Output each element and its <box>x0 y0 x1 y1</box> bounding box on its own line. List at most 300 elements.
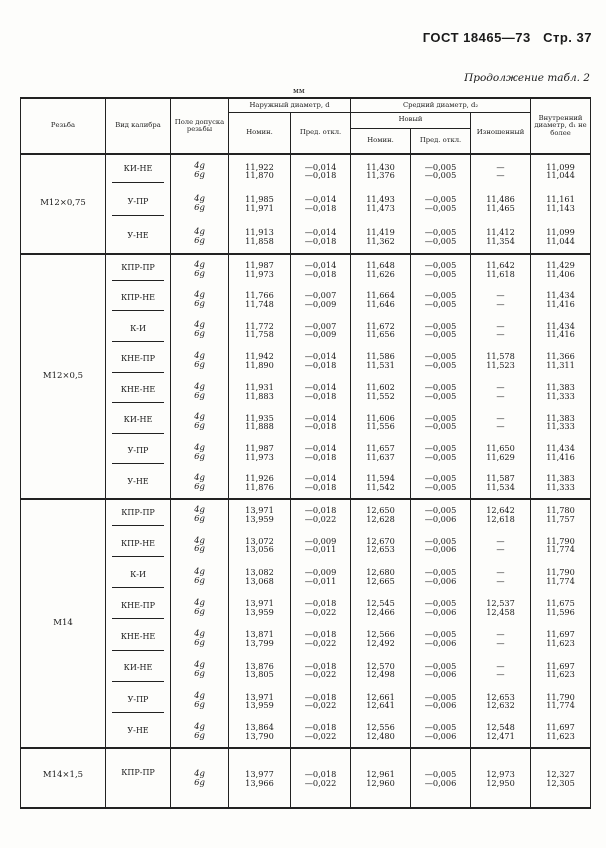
cell-value: 11,586 <box>366 351 395 362</box>
cell-value: 11,333 <box>546 421 575 432</box>
gauge-cell <box>106 315 171 346</box>
table-row <box>21 407 591 438</box>
table-row <box>21 592 591 623</box>
outer-deviation-cell <box>291 468 351 499</box>
cell-value: 4g <box>194 381 205 392</box>
cell-value: 13,971 <box>245 598 274 609</box>
worn-cell <box>471 254 531 285</box>
gauge-label: КПР-ПР <box>112 503 164 526</box>
cell-value: —0,006 <box>424 777 457 788</box>
inner-diameter-cell <box>531 376 591 407</box>
cell-value: —0,018 <box>304 691 337 702</box>
pitch-deviation-cell <box>411 592 471 623</box>
inner-diameter-cell <box>531 530 591 561</box>
table-body <box>21 154 591 808</box>
pitch-nominal-cell <box>351 499 411 530</box>
cell-value: —0,018 <box>304 268 337 279</box>
cell-value: 6g <box>194 481 205 492</box>
gauge-cell <box>106 561 171 592</box>
cell-value: 11,637 <box>366 451 395 462</box>
cell-value: 11,926 <box>245 473 274 484</box>
cell-value: 11,650 <box>486 443 515 454</box>
pitch-deviation-cell <box>411 499 471 530</box>
pitch-deviation-cell <box>411 655 471 686</box>
tolerance-cell <box>171 530 229 561</box>
cell-value: 11,587 <box>486 473 515 484</box>
thread-cell: М12×0,5 <box>21 254 106 499</box>
gauge-label: К-И <box>112 319 164 342</box>
tolerance-cell <box>171 315 229 346</box>
cell-value: —0,005 <box>424 598 457 609</box>
inner-diameter-cell <box>531 254 591 285</box>
pitch-deviation-cell <box>411 376 471 407</box>
cell-value: 11,774 <box>546 544 575 555</box>
gauge-label: У-НЕ <box>127 230 149 240</box>
table-row <box>21 187 591 220</box>
outer-nominal-cell <box>229 254 291 285</box>
cell-value: —0,014 <box>304 473 337 484</box>
cell-value: 4g <box>194 442 205 453</box>
gauge-label: У-ПР <box>112 192 164 215</box>
header-new: Новый <box>351 112 471 128</box>
gauge-cell <box>106 221 171 254</box>
gauge-cell <box>106 154 171 187</box>
cell-value: 11,383 <box>546 412 575 423</box>
gauge-cell <box>106 284 171 315</box>
cell-value: —0,009 <box>304 567 337 577</box>
cell-value: — <box>496 567 505 577</box>
cell-value: 11,748 <box>245 298 274 309</box>
cell-value: 6g <box>194 235 205 246</box>
gauge-label: КИ-НЕ <box>112 658 164 681</box>
cell-value: 11,416 <box>546 298 575 309</box>
cell-value: 6g <box>194 513 205 524</box>
table-row <box>21 623 591 654</box>
cell-value: 11,596 <box>546 606 575 617</box>
table-row <box>21 254 591 285</box>
tolerance-cell <box>171 623 229 654</box>
pitch-deviation-cell <box>411 346 471 377</box>
table-row <box>21 561 591 592</box>
cell-value: 11,161 <box>546 194 575 205</box>
cell-value: 11,602 <box>366 381 395 392</box>
tolerance-cell <box>171 346 229 377</box>
worn-cell <box>471 315 531 346</box>
cell-value: 11,534 <box>486 481 515 492</box>
outer-nominal-cell <box>229 315 291 346</box>
cell-value: — <box>496 170 505 181</box>
thread-cell: М14×1,5 <box>21 748 106 808</box>
cell-value: 13,056 <box>245 544 274 555</box>
cell-value: — <box>496 320 505 331</box>
outer-deviation-cell <box>291 623 351 654</box>
cell-value: 11,333 <box>546 390 575 401</box>
cell-value: 6g <box>194 637 205 648</box>
cell-value: —0,014 <box>304 381 337 392</box>
cell-value: — <box>496 575 505 586</box>
cell-value: 11,044 <box>546 235 575 246</box>
cell-value: —0,005 <box>424 691 457 702</box>
cell-value: — <box>496 535 505 546</box>
pitch-nominal-cell <box>351 717 411 748</box>
cell-value: —0,018 <box>304 451 337 462</box>
pitch-deviation-cell <box>411 154 471 187</box>
cell-value: —0,014 <box>304 412 337 423</box>
tolerance-cell <box>171 717 229 748</box>
cell-value: —0,014 <box>304 227 337 238</box>
worn-cell <box>471 154 531 187</box>
cell-value: 11,774 <box>546 575 575 586</box>
cell-value: 11,870 <box>245 170 274 181</box>
gauge-cell <box>106 376 171 407</box>
cell-value: 11,383 <box>546 473 575 484</box>
cell-value: —0,014 <box>304 351 337 362</box>
cell-value: 11,493 <box>366 194 395 205</box>
cell-value: —0,005 <box>424 769 457 780</box>
pitch-nominal-cell <box>351 407 411 438</box>
cell-value: —0,018 <box>304 390 337 401</box>
cell-value: 12,661 <box>366 691 395 702</box>
cell-value: 11,362 <box>366 235 395 246</box>
pitch-nominal-cell <box>351 346 411 377</box>
gauge-label: КИ-НЕ <box>112 159 164 182</box>
outer-nominal-cell <box>229 376 291 407</box>
gauge-cell <box>106 468 171 499</box>
cell-value: —0,005 <box>424 227 457 238</box>
cell-value: 11,434 <box>546 290 575 301</box>
cell-value: 6g <box>194 268 205 279</box>
cell-value: —0,005 <box>424 421 457 432</box>
cell-value: 12,466 <box>366 606 395 617</box>
gauge-label: У-ПР <box>112 690 164 713</box>
cell-value: 13,959 <box>245 513 274 524</box>
outer-nominal-cell <box>229 592 291 623</box>
outer-deviation-cell <box>291 592 351 623</box>
table-row <box>21 468 591 499</box>
outer-nominal-cell <box>229 437 291 468</box>
cell-value: 12,545 <box>366 598 395 609</box>
tolerance-cell <box>171 187 229 220</box>
cell-value: 11,606 <box>366 412 395 423</box>
cell-value: 11,406 <box>546 268 575 279</box>
table-row <box>21 221 591 254</box>
cell-value: 4g <box>194 161 205 172</box>
gauge-label: КПР-НЕ <box>112 534 164 557</box>
cell-value: —0,006 <box>424 575 457 586</box>
pitch-nominal-cell <box>351 686 411 717</box>
cell-value: 12,471 <box>486 731 515 742</box>
cell-value: —0,006 <box>424 637 457 648</box>
pitch-nominal-cell <box>351 284 411 315</box>
cell-value: 4g <box>194 597 205 608</box>
cell-value: 6g <box>194 202 205 213</box>
cell-value: 11,623 <box>546 731 575 742</box>
cell-value: 11,311 <box>546 359 575 370</box>
pitch-deviation-cell <box>411 284 471 315</box>
cell-value: —0,018 <box>304 235 337 246</box>
cell-value: 6g <box>194 669 205 680</box>
pitch-nominal-cell <box>351 254 411 285</box>
cell-value: 11,626 <box>366 268 395 279</box>
cell-value: 12,642 <box>486 505 515 516</box>
table-continuation-note: Продолжение табл. 2 <box>464 72 590 84</box>
worn-cell <box>471 284 531 315</box>
inner-diameter-cell <box>531 346 591 377</box>
cell-value: —0,005 <box>424 390 457 401</box>
cell-value: 6g <box>194 170 205 181</box>
cell-value: 11,675 <box>546 598 575 609</box>
cell-value: 11,664 <box>366 290 395 301</box>
pitch-deviation-cell <box>411 254 471 285</box>
tolerance-cell <box>171 221 229 254</box>
inner-diameter-cell <box>531 315 591 346</box>
cell-value: —0,022 <box>304 637 337 648</box>
cell-value: 13,971 <box>245 505 274 516</box>
cell-value: —0,005 <box>424 290 457 301</box>
cell-value: —0,009 <box>304 329 337 340</box>
cell-value: —0,022 <box>304 777 337 788</box>
cell-value: 11,656 <box>366 329 395 340</box>
cell-value: 11,354 <box>486 235 515 246</box>
tolerance-cell <box>171 561 229 592</box>
cell-value: —0,005 <box>424 535 457 546</box>
cell-value: —0,005 <box>424 235 457 246</box>
table-row <box>21 437 591 468</box>
cell-value: —0,005 <box>424 443 457 454</box>
pitch-nominal-cell <box>351 154 411 187</box>
outer-nominal-cell <box>229 284 291 315</box>
cell-value: —0,005 <box>424 629 457 640</box>
cell-value: 13,959 <box>245 700 274 711</box>
cell-value: 11,542 <box>366 481 395 492</box>
cell-value: 13,072 <box>245 535 274 546</box>
thread-cell: М12×0,75 <box>21 154 106 254</box>
inner-diameter-cell <box>531 686 591 717</box>
tolerance-cell <box>171 748 229 808</box>
table-row <box>21 154 591 187</box>
cell-value: —0,005 <box>424 329 457 340</box>
worn-cell <box>471 407 531 438</box>
outer-nominal-cell <box>229 748 291 808</box>
inner-diameter-cell <box>531 221 591 254</box>
cell-value: —0,022 <box>304 513 337 524</box>
inner-diameter-cell <box>531 407 591 438</box>
pitch-nominal-cell <box>351 187 411 220</box>
cell-value: 6g <box>194 390 205 401</box>
cell-value: 11,942 <box>245 351 274 362</box>
cell-value: 12,492 <box>366 637 395 648</box>
pitch-nominal-cell <box>351 748 411 808</box>
cell-value: 4g <box>194 351 205 362</box>
cell-value: 13,871 <box>245 629 274 640</box>
cell-value: 13,799 <box>245 637 274 648</box>
cell-value: 11,888 <box>245 421 274 432</box>
tolerance-cell <box>171 655 229 686</box>
cell-value: 11,780 <box>546 505 575 516</box>
cell-value: 4g <box>194 320 205 331</box>
cell-value: —0,005 <box>424 268 457 279</box>
cell-value: 11,922 <box>245 161 274 172</box>
table-row <box>21 655 591 686</box>
gauge-cell <box>106 686 171 717</box>
outer-nominal-cell <box>229 655 291 686</box>
cell-value: 4g <box>194 535 205 546</box>
cell-value: 11,419 <box>366 227 395 238</box>
pitch-nominal-cell <box>351 530 411 561</box>
cell-value: —0,009 <box>304 535 337 546</box>
gauge-cell <box>106 655 171 686</box>
cell-value: 11,757 <box>546 513 575 524</box>
cell-value: —0,005 <box>424 451 457 462</box>
cell-value: 12,973 <box>486 769 515 780</box>
cell-value: 11,772 <box>245 320 274 331</box>
gauge-label: КНЕ-ПР <box>112 596 164 619</box>
cell-value: 11,629 <box>486 451 515 462</box>
cell-value: —0,005 <box>424 202 457 213</box>
cell-value: 11,987 <box>245 443 274 454</box>
cell-value: —0,006 <box>424 544 457 555</box>
worn-cell <box>471 346 531 377</box>
cell-value: 11,383 <box>546 381 575 392</box>
outer-nominal-cell <box>229 717 291 748</box>
cell-value: — <box>496 290 505 301</box>
cell-value: 6g <box>194 451 205 462</box>
cell-value: —0,007 <box>304 320 337 331</box>
cell-value: 11,429 <box>546 260 575 271</box>
outer-deviation-cell <box>291 346 351 377</box>
pitch-nominal-cell <box>351 376 411 407</box>
cell-value: —0,018 <box>304 629 337 640</box>
cell-value: —0,005 <box>424 351 457 362</box>
cell-value: 11,657 <box>366 443 395 454</box>
cell-value: 11,642 <box>486 260 515 271</box>
cell-value: 11,416 <box>546 451 575 462</box>
table-row <box>21 376 591 407</box>
gauge-dimensions-table <box>20 97 591 809</box>
tolerance-cell <box>171 376 229 407</box>
inner-diameter-cell <box>531 717 591 748</box>
pitch-nominal-cell <box>351 592 411 623</box>
cell-value: —0,022 <box>304 606 337 617</box>
cell-value: — <box>496 381 505 392</box>
pitch-nominal-cell <box>351 561 411 592</box>
cell-value: — <box>496 669 505 680</box>
tolerance-cell <box>171 468 229 499</box>
unit-label: мм <box>293 86 305 95</box>
gauge-cell <box>106 530 171 561</box>
cell-value: 11,697 <box>546 722 575 733</box>
tolerance-cell <box>171 686 229 717</box>
cell-value: — <box>496 660 505 671</box>
cell-value: 4g <box>194 629 205 640</box>
cell-value: 11,890 <box>245 359 274 370</box>
cell-value: 11,648 <box>366 260 395 271</box>
gauge-cell <box>106 592 171 623</box>
inner-diameter-cell <box>531 592 591 623</box>
header-pitch-deviation: Пред. откл. <box>411 128 471 154</box>
outer-nominal-cell <box>229 499 291 530</box>
cell-value: 12,618 <box>486 513 515 524</box>
inner-diameter-cell <box>531 499 591 530</box>
cell-value: 11,044 <box>546 170 575 181</box>
cell-value: 11,697 <box>546 629 575 640</box>
worn-cell <box>471 561 531 592</box>
cell-value: 4g <box>194 504 205 515</box>
table-row <box>21 315 591 346</box>
outer-deviation-cell <box>291 686 351 717</box>
gauge-label: КНЕ-НЕ <box>112 627 164 650</box>
cell-value: 12,628 <box>366 513 395 524</box>
cell-value: 11,790 <box>546 691 575 702</box>
pitch-deviation-cell <box>411 187 471 220</box>
cell-value: 6g <box>194 329 205 340</box>
cell-value: — <box>496 390 505 401</box>
outer-nominal-cell <box>229 346 291 377</box>
gauge-label: КИ-НЕ <box>112 410 164 433</box>
worn-cell <box>471 748 531 808</box>
cell-value: —0,006 <box>424 700 457 711</box>
cell-value: 11,971 <box>245 202 274 213</box>
cell-value: 11,618 <box>486 268 515 279</box>
worn-cell <box>471 592 531 623</box>
header-inner-diameter: Внутренний диаметр, d₁ не более <box>531 98 591 154</box>
cell-value: 11,985 <box>245 194 274 205</box>
cell-value: 13,805 <box>245 669 274 680</box>
cell-value: 11,099 <box>546 161 575 172</box>
cell-value: —0,022 <box>304 700 337 711</box>
cell-value: 12,480 <box>366 731 395 742</box>
pitch-deviation-cell <box>411 221 471 254</box>
outer-nominal-cell <box>229 686 291 717</box>
gauge-cell <box>106 717 171 748</box>
cell-value: —0,005 <box>424 298 457 309</box>
cell-value: —0,006 <box>424 669 457 680</box>
cell-value: 12,680 <box>366 567 395 577</box>
cell-value: —0,006 <box>424 731 457 742</box>
outer-deviation-cell <box>291 561 351 592</box>
gauge-cell <box>106 254 171 285</box>
gauge-cell <box>106 499 171 530</box>
cell-value: 11,473 <box>366 202 395 213</box>
cell-value: 11,672 <box>366 320 395 331</box>
cell-value: 13,790 <box>245 731 274 742</box>
cell-value: —0,018 <box>304 170 337 181</box>
pitch-deviation-cell <box>411 468 471 499</box>
cell-value: 6g <box>194 778 205 789</box>
cell-value: 11,465 <box>486 202 515 213</box>
cell-value: 12,670 <box>366 535 395 546</box>
cell-value: —0,018 <box>304 505 337 516</box>
cell-value: —0,005 <box>424 481 457 492</box>
pitch-deviation-cell <box>411 686 471 717</box>
table-row <box>21 284 591 315</box>
outer-deviation-cell <box>291 437 351 468</box>
cell-value: 11,578 <box>486 351 515 362</box>
gauge-cell <box>106 407 171 438</box>
cell-value: 11,931 <box>245 381 274 392</box>
cell-value: 11,987 <box>245 260 274 271</box>
cell-value: 11,412 <box>486 227 515 238</box>
cell-value: 12,305 <box>546 777 575 788</box>
pitch-deviation-cell <box>411 748 471 808</box>
inner-diameter-cell <box>531 187 591 220</box>
cell-value: 12,498 <box>366 669 395 680</box>
cell-value: —0,022 <box>304 669 337 680</box>
cell-value: 4g <box>194 566 205 577</box>
cell-value: —0,018 <box>304 359 337 370</box>
cell-value: 13,876 <box>245 660 274 671</box>
header-thread: Резьба <box>21 98 106 154</box>
